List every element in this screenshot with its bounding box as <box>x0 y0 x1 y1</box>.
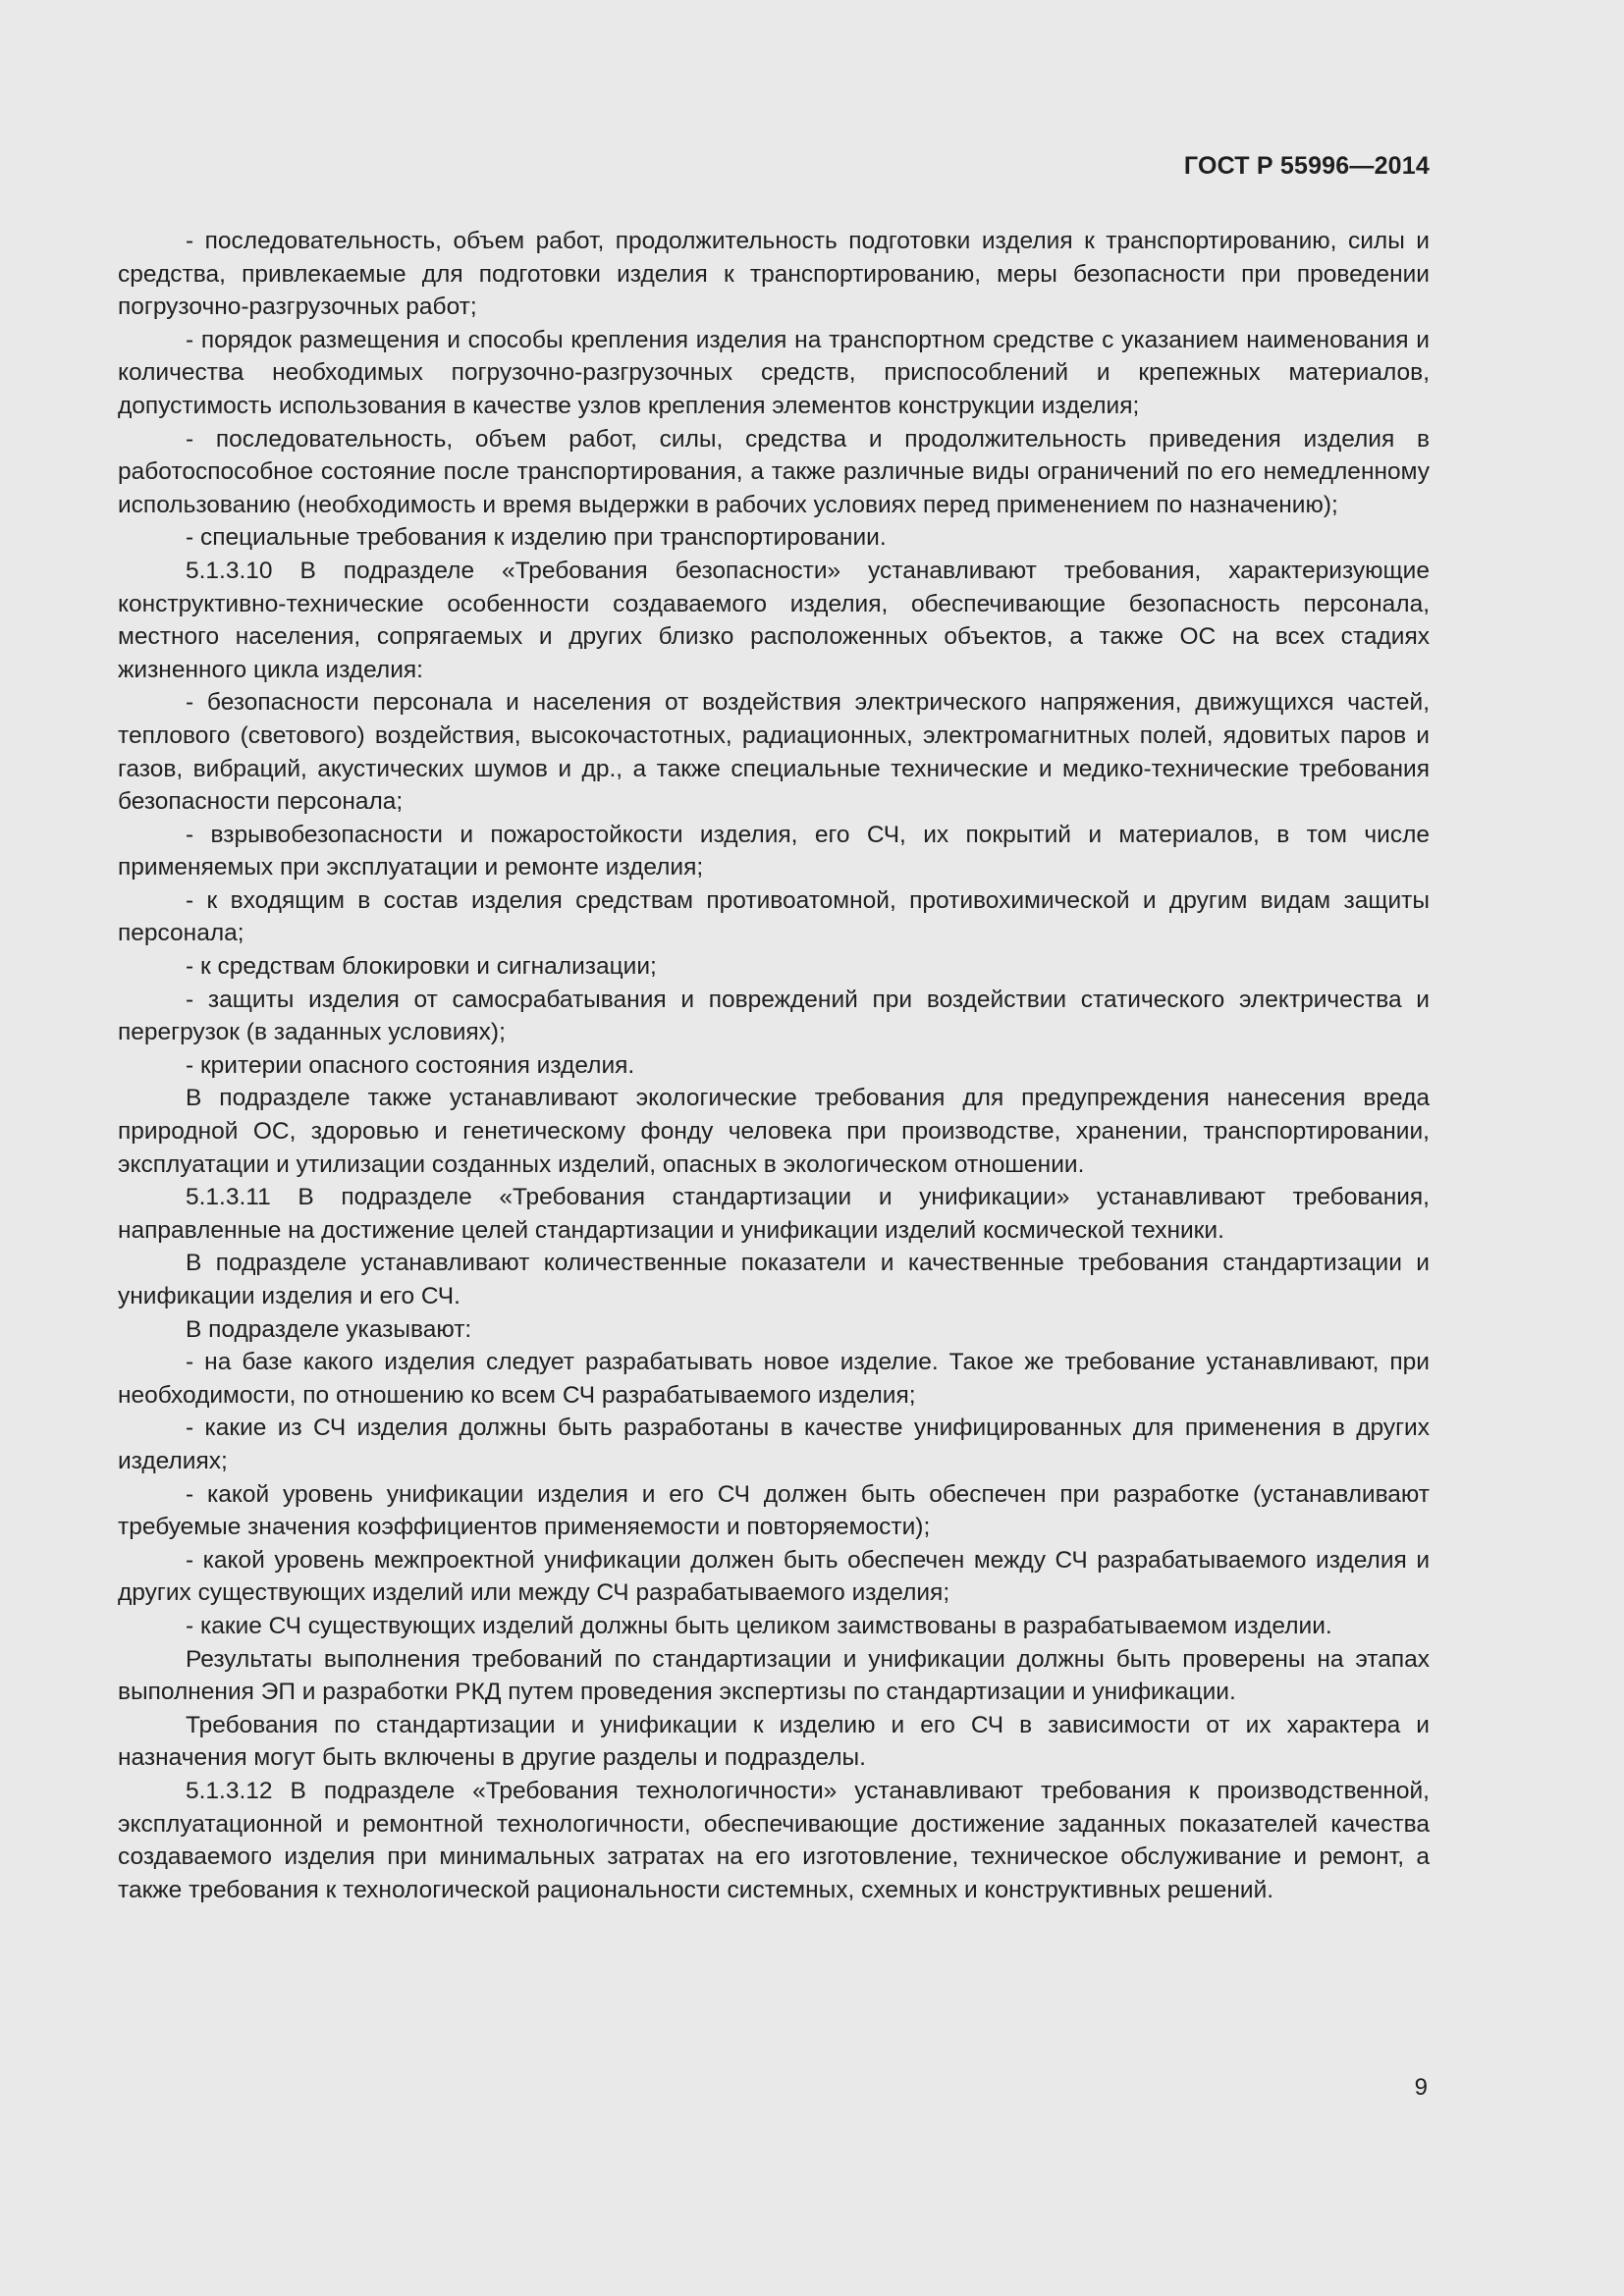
paragraph: - какие СЧ существующих изделий должны быть целиком заимствованы в разрабатываемом изделии. <box>186 1612 1332 1639</box>
paragraph: В подразделе указывают: <box>186 1315 472 1343</box>
section-5-1-3-10: 5.1.3.10 В подразделе «Требования безопасности» устанавливают требования, характеризующие конструктивно-технические особенности создаваемого изделия, обеспечивающие безопасность персонала, местного населения, сопрягаемых и других близко расположенных объектов, а также ОС на всех стадиях жизненного цикла изделия: <box>118 557 1430 683</box>
page-number: 9 <box>1414 2074 1428 2101</box>
paragraph: - какой уровень межпроектной унификации должен быть обеспечен между СЧ разрабатываемого изделия и других существующих изделий или между СЧ разрабатываемого изделия; <box>118 1546 1430 1607</box>
document-header: ГОСТ Р 55996—2014 <box>1183 152 1430 180</box>
paragraph: - на базе какого изделия следует разрабатывать новое изделие. Такое же требование устанавливают, при необходимости, по отношению ко всем СЧ разрабатываемого изделия; <box>118 1349 1430 1409</box>
paragraph: - к средствам блокировки и сигнализации; <box>186 953 657 981</box>
paragraph: - к входящим в состав изделия средствам противоатомной, противохимической и другим видам защиты персонала; <box>118 886 1430 947</box>
paragraph: - какой уровень унификации изделия и его СЧ должен быть обеспечен при разработке (устанавливают требуемые значения коэффициентов применяемости и повторяемости); <box>118 1480 1430 1541</box>
paragraph: - взрывобезопасности и пожаростойкости изделия, его СЧ, их покрытий и материалов, в том числе применяемых при эксплуатации и ремонте изделия; <box>118 821 1430 881</box>
paragraph: - последовательность, объем работ, продолжительность подготовки изделия к транспортированию, силы и средства, привлекаемые для подготовки изделия к транспортированию, меры безопасности при проведении погрузочно-разгрузочных работ; <box>118 228 1430 321</box>
section-5-1-3-12: 5.1.3.12 В подразделе «Требования технологичности» устанавливают требования к производственной, эксплуатационной и ремонтной технологичности, обеспечивающие достижение заданных показателей качества создаваемого изделия при минимальных затратах на его изготовление, техническое обслуживание и ремонт, а также требования к технологической рациональности системных, схемных и конструктивных решений. <box>118 1777 1430 1903</box>
document-body <box>118 225 1430 1906</box>
paragraph: - какие из СЧ изделия должны быть разработаны в качестве унифицированных для применения в других изделиях; <box>118 1415 1430 1474</box>
paragraph: - последовательность, объем работ, силы, средства и продолжительность приведения изделия в работоспособное состояние после транспортирования, а также различные виды ограничений по его немедленному использованию (необходимость и время выдержки в рабочих условиях перед применением по назначению); <box>118 425 1430 518</box>
paragraph: Требования по стандартизации и унификации к изделию и его СЧ в зависимости от их характера и назначения могут быть включены в другие разделы и подразделы. <box>118 1711 1430 1772</box>
paragraph: - специальные требования к изделию при транспортировании. <box>186 524 887 552</box>
section-5-1-3-11: 5.1.3.11 В подразделе «Требования стандартизации и унификации» устанавливают требования, направленные на достижение целей стандартизации и унификации изделий космической техники. <box>118 1184 1430 1244</box>
paragraph: В подразделе устанавливают количественные показатели и качественные требования стандартизации и унификации изделия и его СЧ. <box>118 1250 1430 1309</box>
paragraph: - защиты изделия от самосрабатывания и повреждений при воздействии статического электричества и перегрузок (в заданных условиях); <box>118 986 1430 1046</box>
paragraph: - порядок размещения и способы крепления изделия на транспортном средстве с указанием наименования и количества необходимых погрузочно-разгрузочных средств, приспособлений и крепежных материалов, допустимость использования в качестве узлов крепления элементов конструкции изделия; <box>118 326 1430 419</box>
paragraph: - критерии опасного состояния изделия. <box>186 1051 635 1079</box>
paragraph: В подразделе также устанавливают экологические требования для предупреждения нанесения вреда природной ОС, здоровью и генетическому фонду человека при производстве, хранении, транспортировании, эксплуатации и утилизации созданных изделий, опасных в экологическом отношении. <box>118 1085 1430 1178</box>
paragraph: Результаты выполнения требований по стандартизации и унификации должны быть проверены на этапах выполнения ЭП и разработки РКД путем проведения экспертизы по стандартизации и унификации. <box>118 1645 1430 1706</box>
paragraph: - безопасности персонала и населения от воздействия электрического напряжения, движущихся частей, теплового (светового) воздействия, высокочастотных, радиационных, электромагнитных полей, ядовитых паров и газов, вибраций, акустических шумов и др., а также специальные технические и медико-технические требования безопасности персонала; <box>118 689 1430 816</box>
